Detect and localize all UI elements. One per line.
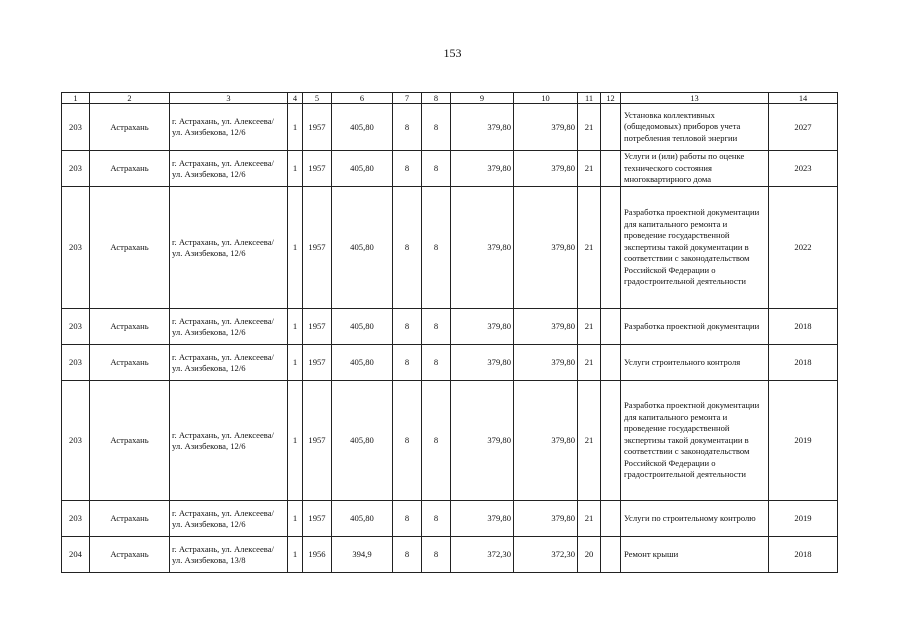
- table-row: [62, 381, 838, 501]
- value-cell: 21: [578, 309, 601, 345]
- work-type-cell: Услуги строительного контроля: [621, 345, 769, 381]
- value-cell: [601, 151, 621, 187]
- value-cell: 21: [578, 501, 601, 537]
- area-cell: 405,80: [332, 187, 393, 309]
- column-header: 2: [90, 93, 170, 104]
- city-cell: Астрахань: [90, 104, 170, 151]
- row-number: 203: [62, 501, 90, 537]
- capital-repair-table: [61, 92, 838, 573]
- area-cell: 372,30: [514, 537, 578, 573]
- value-cell: 8: [393, 151, 422, 187]
- address-cell: г. Астрахань, ул. Алексеева/ ул. Азизбекова, 12/6: [170, 309, 288, 345]
- work-type-cell: Разработка проектной документации для капитального ремонта и проведение государственной экспертизы такой документации в соответствии с законодательством Российской Федерации о градостроительной деятельности: [621, 381, 769, 501]
- column-header: 13: [621, 93, 769, 104]
- area-cell: 405,80: [332, 501, 393, 537]
- work-type-cell: Ремонт крыши: [621, 537, 769, 573]
- table-row: [62, 151, 838, 187]
- value-cell: 1: [288, 104, 303, 151]
- column-header: 7: [393, 93, 422, 104]
- column-header: 3: [170, 93, 288, 104]
- address-cell: г. Астрахань, ул. Алексеева/ ул. Азизбекова, 12/6: [170, 345, 288, 381]
- area-cell: 379,80: [451, 501, 514, 537]
- value-cell: 8: [422, 345, 451, 381]
- address-cell: г. Астрахань, ул. Алексеева/ ул. Азизбекова, 12/6: [170, 501, 288, 537]
- column-header: 10: [514, 93, 578, 104]
- city-cell: Астрахань: [90, 501, 170, 537]
- city-cell: Астрахань: [90, 381, 170, 501]
- value-cell: 8: [393, 345, 422, 381]
- city-cell: Астрахань: [90, 309, 170, 345]
- city-cell: Астрахань: [90, 151, 170, 187]
- column-header: 9: [451, 93, 514, 104]
- value-cell: 1: [288, 151, 303, 187]
- area-cell: 379,80: [514, 381, 578, 501]
- address-cell: г. Астрахань, ул. Алексеева/ ул. Азизбекова, 12/6: [170, 187, 288, 309]
- value-cell: 1: [288, 537, 303, 573]
- year-cell: 1957: [303, 104, 332, 151]
- area-cell: 394,9: [332, 537, 393, 573]
- plan-year-cell: 2019: [769, 501, 838, 537]
- table-row: [62, 309, 838, 345]
- plan-year-cell: 2018: [769, 345, 838, 381]
- plan-year-cell: 2022: [769, 187, 838, 309]
- column-header: 5: [303, 93, 332, 104]
- area-cell: 405,80: [332, 151, 393, 187]
- value-cell: 8: [393, 187, 422, 309]
- value-cell: 8: [422, 537, 451, 573]
- city-cell: Астрахань: [90, 537, 170, 573]
- plan-year-cell: 2018: [769, 537, 838, 573]
- table-row: [62, 104, 838, 151]
- column-header: 12: [601, 93, 621, 104]
- value-cell: [601, 501, 621, 537]
- table-row: [62, 501, 838, 537]
- work-type-cell: Разработка проектной документации: [621, 309, 769, 345]
- area-cell: 379,80: [451, 309, 514, 345]
- row-number: 203: [62, 381, 90, 501]
- address-cell: г. Астрахань, ул. Алексеева/ ул. Азизбекова, 13/8: [170, 537, 288, 573]
- column-header: 6: [332, 93, 393, 104]
- column-header: 1: [62, 93, 90, 104]
- value-cell: 20: [578, 537, 601, 573]
- row-number: 204: [62, 537, 90, 573]
- page-number: 153: [443, 46, 462, 60]
- area-cell: 379,80: [514, 151, 578, 187]
- city-cell: Астрахань: [90, 187, 170, 309]
- area-cell: 379,80: [451, 381, 514, 501]
- year-cell: 1957: [303, 151, 332, 187]
- area-cell: 405,80: [332, 381, 393, 501]
- value-cell: 21: [578, 381, 601, 501]
- plan-year-cell: 2027: [769, 104, 838, 151]
- value-cell: 21: [578, 345, 601, 381]
- value-cell: 8: [422, 104, 451, 151]
- plan-year-cell: 2019: [769, 381, 838, 501]
- value-cell: [601, 104, 621, 151]
- year-cell: 1957: [303, 309, 332, 345]
- value-cell: 1: [288, 345, 303, 381]
- column-number-row: [62, 93, 838, 104]
- city-cell: Астрахань: [90, 345, 170, 381]
- table-row: [62, 187, 838, 309]
- area-cell: 379,80: [514, 345, 578, 381]
- year-cell: 1957: [303, 345, 332, 381]
- area-cell: 379,80: [514, 309, 578, 345]
- plan-year-cell: 2023: [769, 151, 838, 187]
- year-cell: 1957: [303, 501, 332, 537]
- area-cell: 379,80: [514, 187, 578, 309]
- value-cell: 8: [393, 501, 422, 537]
- value-cell: [601, 537, 621, 573]
- area-cell: 405,80: [332, 345, 393, 381]
- value-cell: 8: [393, 537, 422, 573]
- column-header: 8: [422, 93, 451, 104]
- value-cell: 8: [393, 381, 422, 501]
- table-row: [62, 345, 838, 381]
- year-cell: 1957: [303, 381, 332, 501]
- value-cell: [601, 309, 621, 345]
- area-cell: 379,80: [451, 345, 514, 381]
- plan-year-cell: 2018: [769, 309, 838, 345]
- value-cell: [601, 345, 621, 381]
- value-cell: [601, 381, 621, 501]
- address-cell: г. Астрахань, ул. Алексеева/ ул. Азизбекова, 12/6: [170, 104, 288, 151]
- row-number: 203: [62, 309, 90, 345]
- work-type-cell: Услуги по строительному контролю: [621, 501, 769, 537]
- area-cell: 379,80: [451, 187, 514, 309]
- value-cell: 1: [288, 381, 303, 501]
- table-row: [62, 537, 838, 573]
- value-cell: 21: [578, 104, 601, 151]
- value-cell: 21: [578, 187, 601, 309]
- address-cell: г. Астрахань, ул. Алексеева/ ул. Азизбекова, 12/6: [170, 381, 288, 501]
- year-cell: 1957: [303, 187, 332, 309]
- value-cell: 8: [393, 104, 422, 151]
- work-type-cell: Установка коллективных (общедомовых) приборов учета потребления тепловой энергии: [621, 104, 769, 151]
- value-cell: 8: [422, 309, 451, 345]
- work-type-cell: Разработка проектной документации для капитального ремонта и проведение государственной экспертизы такой документации в соответствии с законодательством Российской Федерации о градостроительной деятельности: [621, 187, 769, 309]
- row-number: 203: [62, 104, 90, 151]
- row-number: 203: [62, 151, 90, 187]
- address-cell: г. Астрахань, ул. Алексеева/ ул. Азизбекова, 12/6: [170, 151, 288, 187]
- value-cell: [601, 187, 621, 309]
- value-cell: 21: [578, 151, 601, 187]
- area-cell: 379,80: [514, 501, 578, 537]
- row-number: 203: [62, 187, 90, 309]
- column-header: 11: [578, 93, 601, 104]
- year-cell: 1956: [303, 537, 332, 573]
- row-number: 203: [62, 345, 90, 381]
- value-cell: 1: [288, 501, 303, 537]
- value-cell: 8: [422, 151, 451, 187]
- area-cell: 379,80: [451, 104, 514, 151]
- area-cell: 405,80: [332, 309, 393, 345]
- value-cell: 1: [288, 187, 303, 309]
- value-cell: 8: [422, 501, 451, 537]
- column-header: 14: [769, 93, 838, 104]
- area-cell: 405,80: [332, 104, 393, 151]
- column-header: 4: [288, 93, 303, 104]
- work-type-cell: Услуги и (или) работы по оценке технического состояния многоквартирного дома: [621, 151, 769, 187]
- value-cell: 8: [422, 381, 451, 501]
- value-cell: 1: [288, 309, 303, 345]
- value-cell: 8: [393, 309, 422, 345]
- area-cell: 379,80: [514, 104, 578, 151]
- area-cell: 372,30: [451, 537, 514, 573]
- value-cell: 8: [422, 187, 451, 309]
- area-cell: 379,80: [451, 151, 514, 187]
